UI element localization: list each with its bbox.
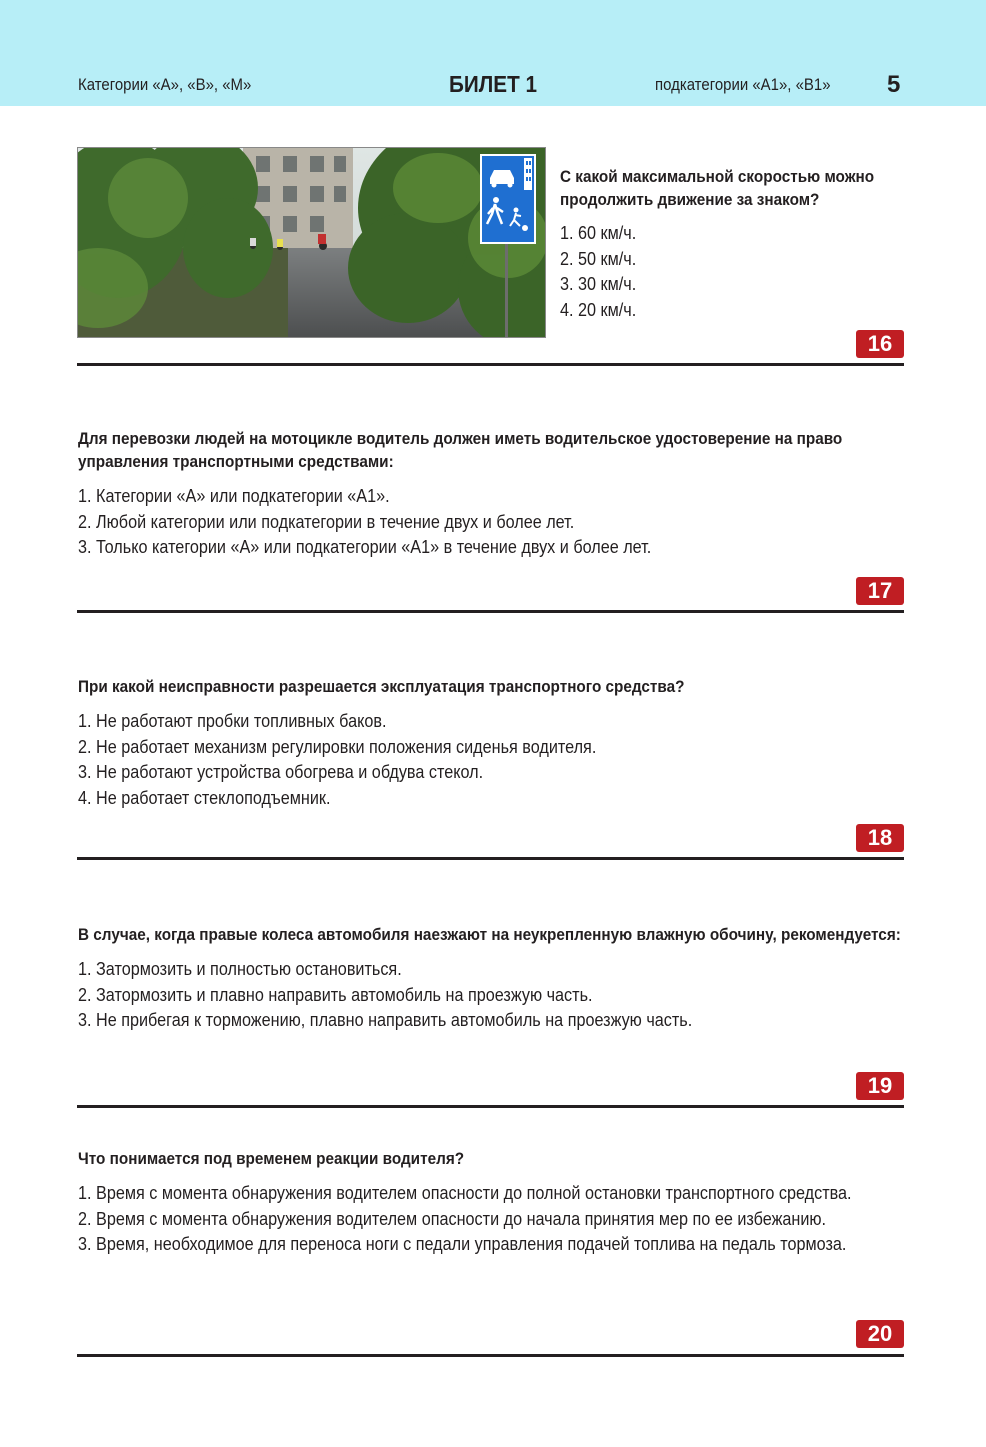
answer-option[interactable]: 2. 50 км/ч. — [560, 248, 637, 269]
question-19 — [78, 923, 938, 1034]
question-number-badge: 16 — [856, 330, 904, 358]
header-subcategories: подкатегории «А1», «В1» — [655, 75, 831, 94]
question-text: Что понимается под временем реакции водителя? — [78, 1149, 465, 1168]
question-photo-residential-zone-sign — [77, 147, 546, 338]
question-text: Для перевозки людей на мотоцикле водитель должен иметь водительское удостоверение на право управления транспортными средствами: — [78, 429, 843, 471]
question-text: С какой максимальной скоростью можно продолжить движение за знаком? — [560, 167, 875, 209]
divider — [77, 363, 904, 366]
divider — [77, 857, 904, 860]
question-number-badge: 20 — [856, 1320, 904, 1348]
answer-option[interactable]: 3. Не работают устройства обогрева и обдува стекол. — [78, 762, 484, 782]
divider — [77, 1354, 904, 1357]
answer-option[interactable]: 3. 30 км/ч. — [560, 274, 637, 294]
page-number: 5 — [887, 71, 901, 98]
answer-list — [78, 1181, 938, 1258]
answer-option[interactable]: 1. Не работают пробки топливных баков. — [78, 711, 387, 731]
question-20 — [78, 1147, 938, 1258]
answer-option[interactable]: 1. Затормозить и полностью остановиться. — [78, 959, 402, 979]
question-17 — [78, 427, 938, 561]
answer-option[interactable]: 3. Не прибегая к торможению, плавно направить автомобиль на проезжую часть. — [78, 1010, 693, 1030]
answer-option[interactable]: 1. Время с момента обнаружения водителем опасности до полной остановки транспортного средства. — [78, 1183, 852, 1203]
divider — [77, 1105, 904, 1108]
answer-list — [78, 957, 938, 1034]
answer-option[interactable]: 3. Только категории «А» или подкатегории «А1» в течение двух и более лет. — [78, 537, 652, 557]
answer-option[interactable]: 2. Затормозить и плавно направить автомобиль на проезжую часть. — [78, 984, 593, 1005]
answer-list — [78, 709, 938, 811]
answer-option[interactable]: 4. Не работает стеклоподъемник. — [78, 787, 331, 808]
answer-option[interactable]: 4. 20 км/ч. — [560, 299, 637, 320]
answer-option[interactable]: 1. Категории «А» или подкатегории «А1». — [78, 486, 390, 506]
answer-list — [560, 221, 940, 323]
divider — [77, 610, 904, 613]
question-text: В случае, когда правые колеса автомобиля наезжают на неукрепленную влажную обочину, рекомендуется: — [78, 925, 901, 944]
question-number-badge: 18 — [856, 824, 904, 852]
question-number-badge: 17 — [856, 577, 904, 605]
answer-option[interactable]: 2. Любой категории или подкатегории в течение двух и более лет. — [78, 511, 575, 532]
ticket-title: БИЛЕТ 1 — [449, 71, 538, 97]
answer-option[interactable]: 2. Не работает механизм регулировки положения сиденья водителя. — [78, 736, 597, 757]
question-text: При какой неисправности разрешается эксплуатация транспортного средства? — [78, 677, 685, 696]
question-number-badge: 19 — [856, 1072, 904, 1100]
answer-list — [78, 484, 938, 561]
question-16 — [560, 165, 940, 323]
answer-option[interactable]: 2. Время с момента обнаружения водителем опасности до начала принятия мер по ее избежанию. — [78, 1208, 827, 1229]
answer-option[interactable]: 1. 60 км/ч. — [560, 223, 637, 243]
page-header — [0, 0, 986, 106]
question-18 — [78, 675, 938, 811]
header-categories: Категории «А», «В», «М» — [78, 75, 252, 94]
answer-option[interactable]: 3. Время, необходимое для переноса ноги с педали управления подачей топлива на педаль тормоза. — [78, 1234, 847, 1254]
street-scene-image — [78, 148, 545, 337]
